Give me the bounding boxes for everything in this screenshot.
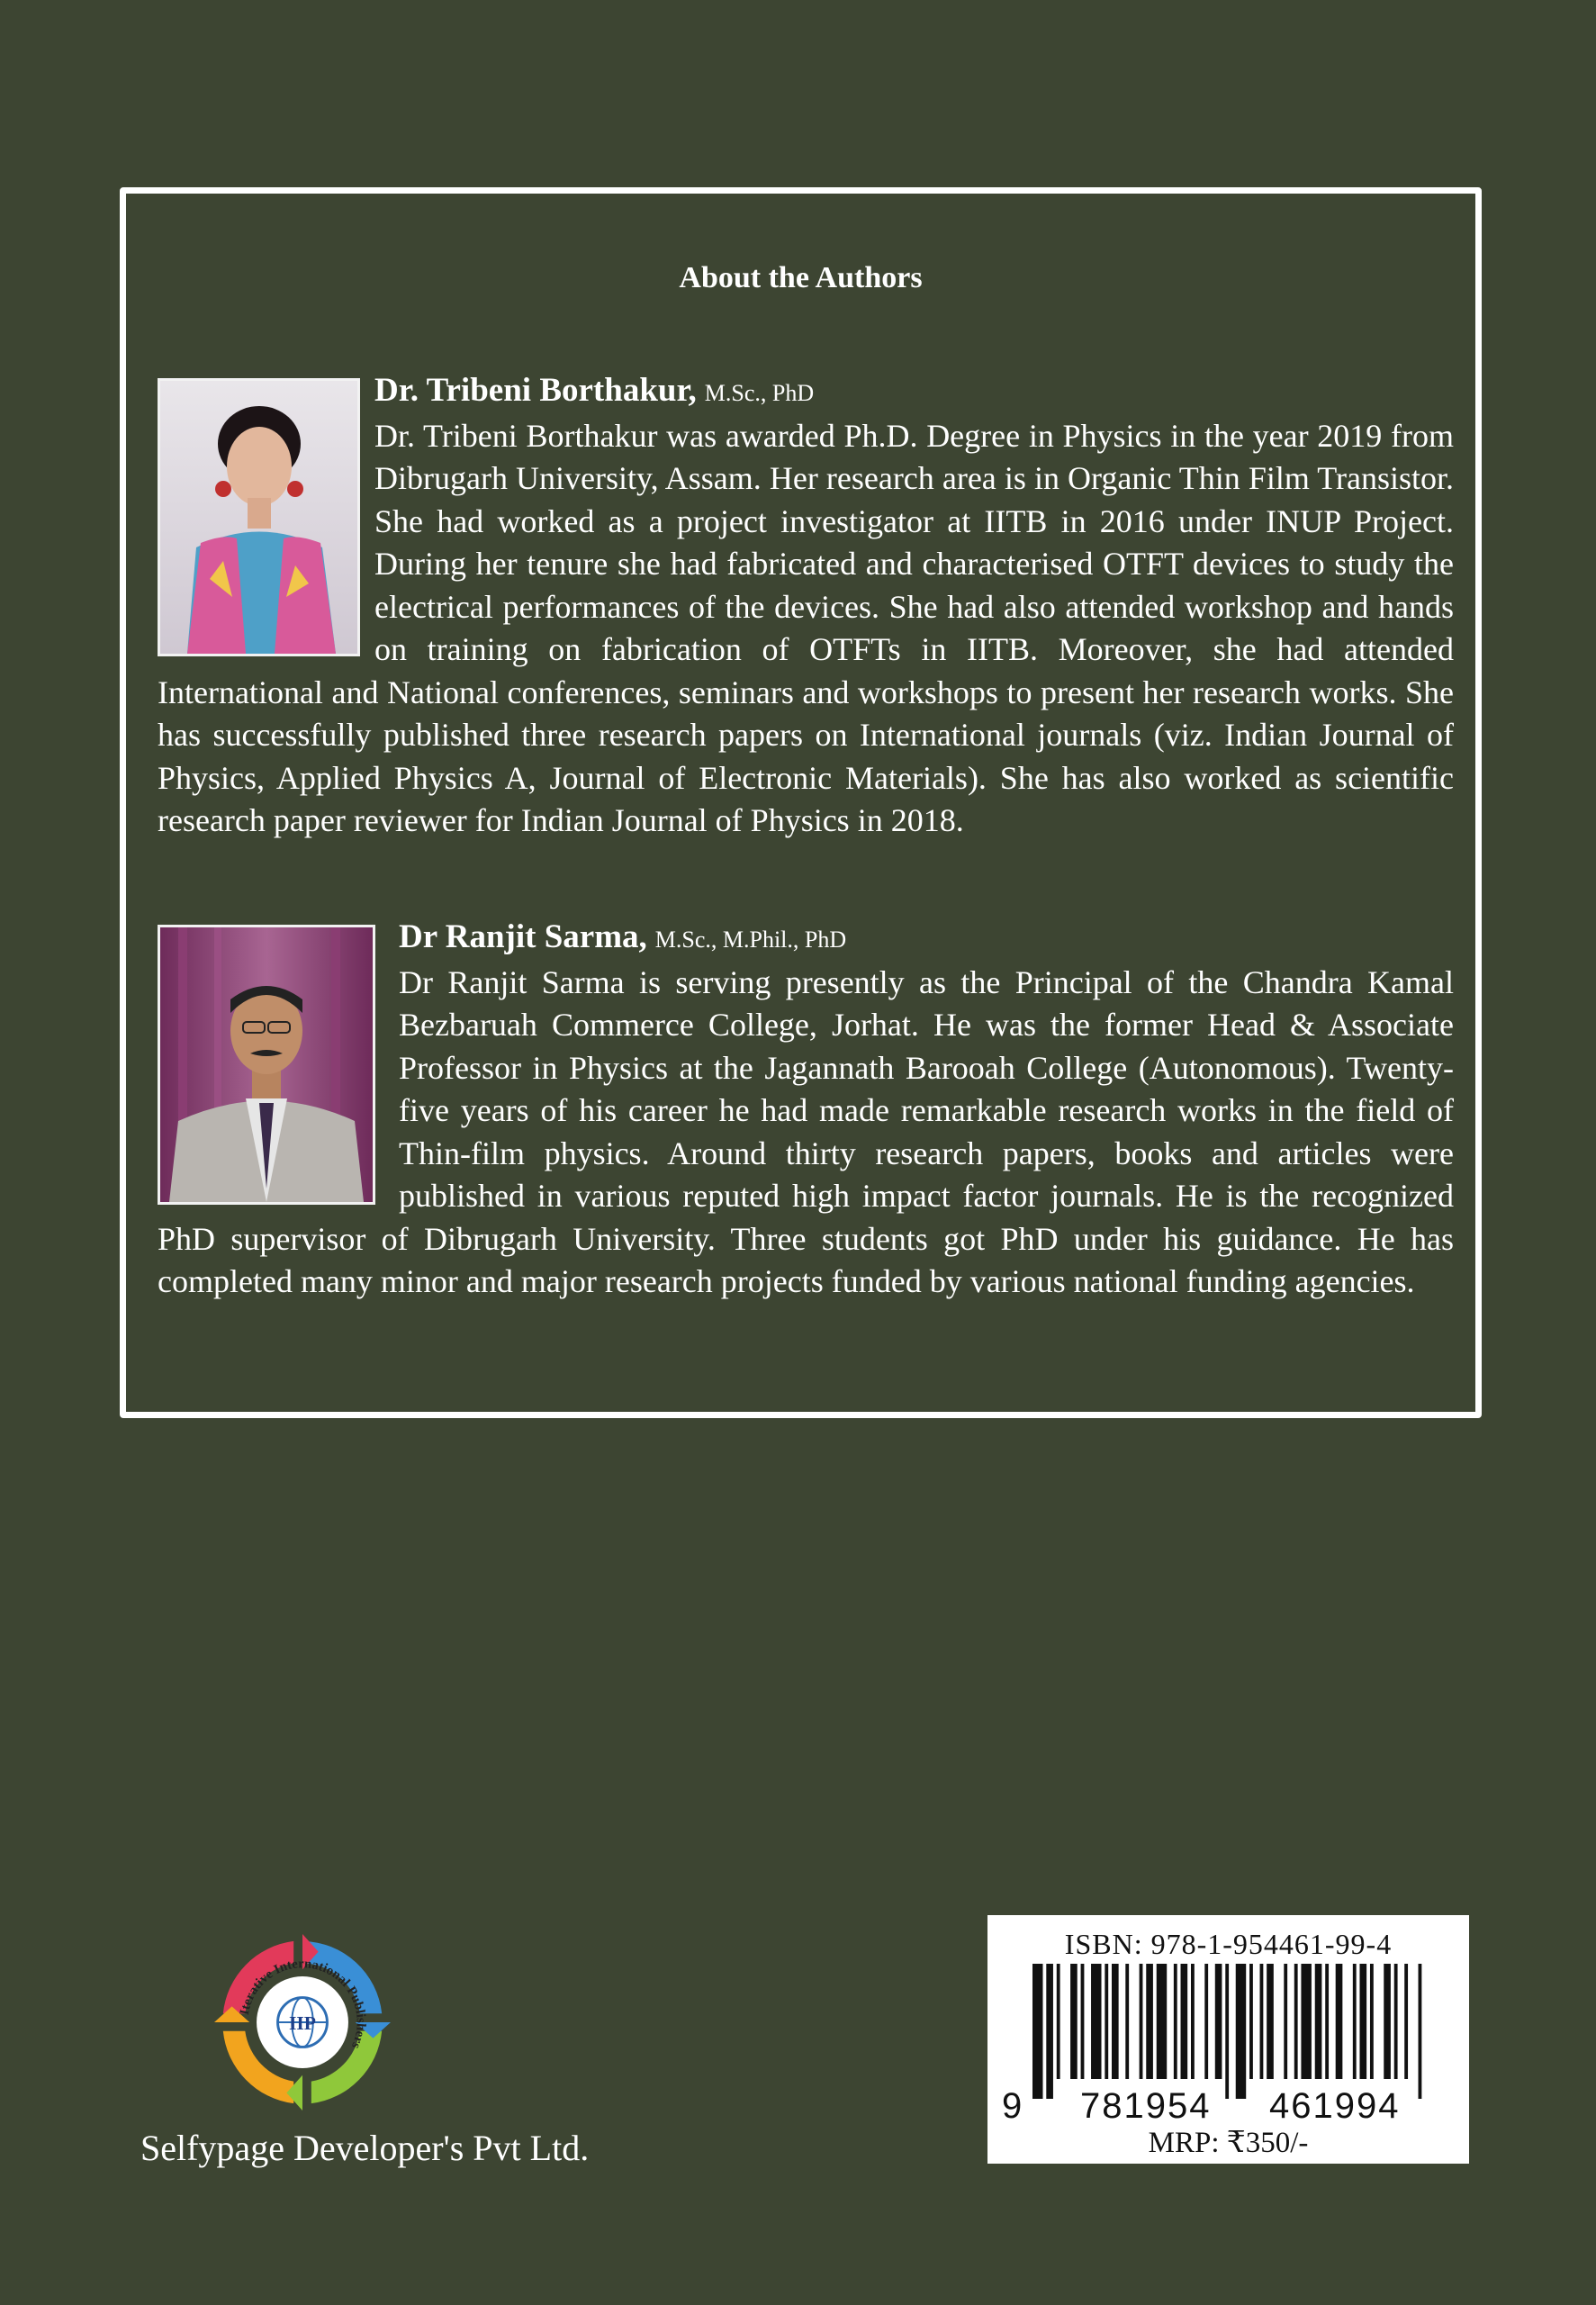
barcode-bar bbox=[1091, 1964, 1101, 2079]
barcode-bar bbox=[1046, 1964, 1053, 2099]
barcode-bar bbox=[1225, 1964, 1229, 2099]
barcode-bar bbox=[1081, 1964, 1085, 2079]
author-bio: Dr Ranjit Sarma is serving presently as the Principal of the Chandra Kamal Bezbaruah Commerce College, Jorhat. He was the former Head & Associate Professor in Physics at the Jagannath Barooah College (Autonomous). Twenty-five years of his career he had made remarkable research works in the field of Thin-film physics. Around thirty research papers, books and articles were published in various reputed high impact factor journals. He is the recognized PhD supervisor of Dibrugarh University. Three students got PhD under his guidance. He has completed many minor and major research projects funded by various national funding agencies. bbox=[158, 963, 1454, 1299]
author-photo-borthakur bbox=[158, 378, 360, 656]
barcode-bar bbox=[1325, 1964, 1329, 2079]
mrp-price: MRP: ₹350/- bbox=[1148, 2127, 1309, 2159]
barcode-bar bbox=[1112, 1964, 1119, 2079]
barcode-bar bbox=[1284, 1964, 1287, 2079]
isbn-barcode-box bbox=[987, 1915, 1469, 2164]
barcode-digits-right: 461994 bbox=[1269, 2086, 1401, 2126]
author-photo-sarma bbox=[158, 925, 375, 1205]
author-name: Dr. Tribeni Borthakur, bbox=[374, 372, 697, 409]
section-title: About the Authors bbox=[679, 261, 923, 294]
barcode-bar bbox=[1181, 1964, 1188, 2079]
publisher-name: Selfypage Developer's Pvt Ltd. bbox=[140, 2128, 590, 2168]
barcode-bar bbox=[1191, 1964, 1195, 2079]
barcode-bar bbox=[1260, 1964, 1264, 2079]
barcode-digits-left: 781954 bbox=[1080, 2086, 1212, 2126]
author-block-sarma bbox=[158, 916, 1454, 1304]
barcode-bar bbox=[1370, 1964, 1374, 2079]
barcode-bar bbox=[1174, 1964, 1177, 2079]
author-bio: Dr. Tribeni Borthakur was awarded Ph.D. Degree in Physics in the year 2019 from Dibrugarh University, Assam. Her research area is in Organic Thin Film Transistor. She had worked as a project investigator at IITB in 2016 under INUP Project. During her tenure she had fabricated and characterised OTFT devices to study the electrical performances of the devices. She had also attended workshop and hands on training on fabrication of OTFTs in IITB. Moreover, she had attended International and National conferences, seminars and workshops to present her research works. She has successfully published three research papers on International journals (viz. Indian Journal of Physics, Applied Physics A, Journal of Electronic Materials). She has also worked as scientific research paper reviewer for Indian Journal of Physics in 2018. bbox=[158, 417, 1454, 838]
barcode-bar bbox=[1146, 1964, 1153, 2079]
barcode-bar bbox=[1353, 1964, 1357, 2079]
barcode-bar bbox=[1301, 1964, 1311, 2079]
logo-initials: IIP bbox=[289, 2011, 316, 2034]
author-degrees: M.Sc., M.Phil., PhD bbox=[654, 927, 847, 953]
barcode-bar bbox=[1267, 1964, 1274, 2079]
barcode-bars bbox=[1032, 1964, 1429, 2099]
authors-frame bbox=[120, 187, 1482, 1418]
barcode-bar bbox=[1384, 1964, 1391, 2079]
barcode-bar bbox=[1125, 1964, 1129, 2079]
author-block-borthakur bbox=[158, 369, 1454, 843]
barcode-bar bbox=[1249, 1964, 1253, 2079]
barcode-bar bbox=[1404, 1964, 1408, 2079]
publisher-logo bbox=[214, 1934, 391, 2111]
barcode-bar bbox=[1419, 1964, 1422, 2099]
barcode-bar bbox=[1057, 1964, 1060, 2079]
barcode-bar bbox=[1204, 1964, 1208, 2079]
barcode-digit-first: 9 bbox=[1002, 2086, 1023, 2126]
author-degrees: M.Sc., PhD bbox=[704, 380, 815, 406]
barcode-bar bbox=[1336, 1964, 1343, 2079]
barcode-bar bbox=[1236, 1964, 1246, 2099]
barcode-bar bbox=[1315, 1964, 1322, 2079]
barcode-bar bbox=[1140, 1964, 1143, 2079]
barcode-bar bbox=[1215, 1964, 1222, 2079]
barcode-bar bbox=[1294, 1964, 1298, 2079]
barcode-bar bbox=[1394, 1964, 1398, 2079]
barcode-bar bbox=[1157, 1964, 1167, 2079]
logo-ring-text: Iterative International Publishers bbox=[237, 1957, 368, 2051]
barcode-bar bbox=[1359, 1964, 1366, 2079]
barcode-bar bbox=[1105, 1964, 1108, 2079]
barcode-bar bbox=[1070, 1964, 1078, 2079]
author-name: Dr Ranjit Sarma, bbox=[399, 918, 647, 955]
barcode-bar bbox=[1032, 1964, 1042, 2099]
isbn-label: ISBN: 978-1-954461-99-4 bbox=[1064, 1928, 1393, 1960]
